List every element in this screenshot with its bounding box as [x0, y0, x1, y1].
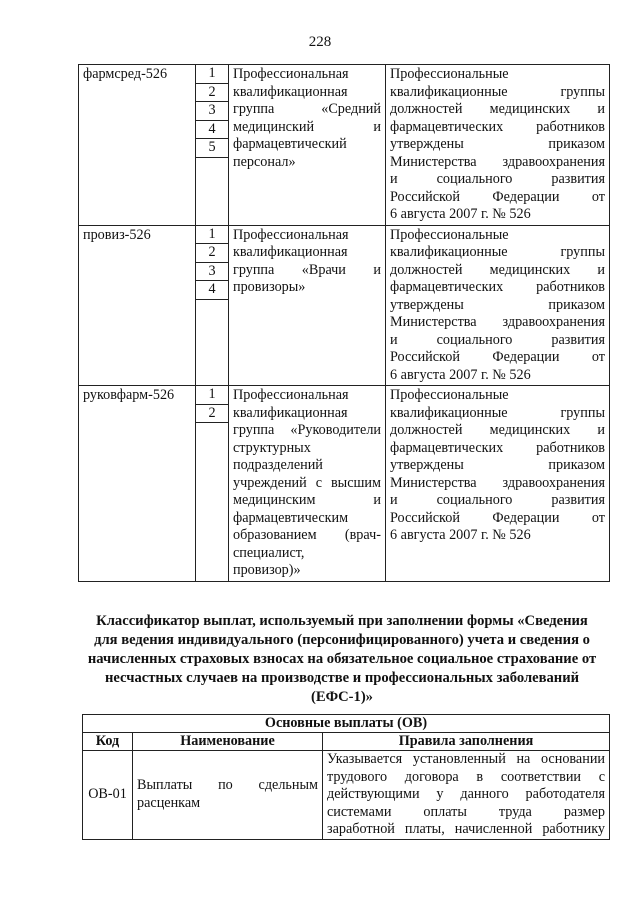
level-number: 4 [196, 281, 228, 300]
basis-line: квалификационные группы [390, 244, 605, 260]
rule-line: системами оплаты труда размер [327, 803, 606, 820]
level-number: 4 [196, 121, 228, 140]
group-line: группа «Врачи и [233, 261, 381, 278]
basis-line: Российской Федерации от [390, 188, 605, 205]
qualification-groups-table [78, 64, 610, 582]
legal-basis [386, 386, 610, 582]
group-line: специалист, [233, 544, 305, 561]
group-line: квалификационная [233, 83, 348, 100]
rule-line: трудового договора в соответствии с [327, 768, 606, 785]
position-code: руковфарм-526 [79, 386, 196, 582]
filling-rule [323, 751, 610, 840]
basis-line: должностей медицинских и [390, 101, 605, 117]
rule-line: Указывается установленный на основании [327, 751, 606, 767]
heading-line: начисленных страховых взносах на обязательное социальное страхование от [87, 651, 597, 667]
basis-line: Министерства здравоохранения [390, 474, 605, 491]
group-line: учреждений с высшим [233, 474, 381, 491]
basis-line: 6 августа 2007 г. № 526 [390, 206, 531, 222]
basis-line: должностей медицинских и [390, 261, 605, 278]
basis-line: утверждены приказом [390, 296, 605, 313]
basis-line: 6 августа 2007 г. № 526 [390, 527, 531, 543]
basis-line: Министерства здравоохранения [390, 153, 605, 170]
payment-name [133, 751, 323, 840]
legal-basis [386, 225, 610, 386]
group-line: квалификационная [233, 244, 348, 260]
level-number: 3 [196, 263, 228, 282]
level-number: 3 [196, 102, 228, 121]
group-line: фармацевтический [233, 136, 347, 152]
basis-line: квалификационные группы [390, 404, 605, 421]
basis-line: Российской Федерации от [390, 349, 605, 365]
position-code: провиз-526 [79, 225, 196, 386]
group-line: группа «Средний [233, 101, 381, 117]
group-line: Профессиональная [233, 226, 349, 243]
basis-line: Профессиональные [390, 387, 509, 403]
group-line: квалификационная [233, 404, 348, 421]
basis-line: утверждены приказом [390, 457, 605, 473]
level-number: 5 [196, 139, 228, 158]
payment-code: ОВ-01 [83, 751, 133, 840]
table-row [83, 751, 610, 840]
column-header: Наименование [133, 733, 323, 751]
level-numbers [196, 65, 229, 226]
level-number: 2 [196, 84, 228, 103]
basis-line: и социального развития [390, 492, 605, 508]
basis-line: фармацевтических работников [390, 279, 605, 295]
group-line: структурных [233, 439, 311, 456]
basis-line: Министерства здравоохранения [390, 314, 605, 330]
qualification-row [79, 386, 610, 582]
heading-line: несчастных случаев на производстве и профессиональных заболеваний [104, 670, 580, 686]
level-number: 1 [196, 226, 228, 245]
basis-line: должностей медицинских и [390, 422, 605, 438]
qualification-row [79, 225, 610, 386]
qualification-group [229, 65, 386, 226]
group-line: персонал» [233, 153, 296, 170]
group-line: Профессиональная [233, 387, 349, 403]
section-title: Основные выплаты (ОВ) [83, 715, 610, 733]
qualification-group [229, 225, 386, 386]
group-line: группа «Руководители [233, 422, 381, 438]
level-number: 1 [196, 65, 228, 84]
group-line: фармацевтическим [233, 509, 349, 526]
group-line: провизоры» [233, 279, 306, 295]
position-code: фармсред-526 [79, 65, 196, 226]
level-number: 1 [196, 386, 228, 405]
heading-line: для ведения индивидуального (персонифицированного) учета и сведения о [94, 632, 590, 648]
basis-line: и социального развития [390, 171, 605, 187]
heading-line: Классификатор выплат, используемый при заполнении формы «Сведения [96, 613, 588, 629]
legal-basis [386, 65, 610, 226]
level-number: 2 [196, 244, 228, 263]
heading-line: (ЕФС-1)» [311, 689, 373, 705]
group-line: подразделений [233, 457, 323, 473]
group-line: провизор)» [233, 562, 301, 578]
column-header: Правила заполнения [323, 733, 610, 751]
basis-line: 6 августа 2007 г. № 526 [390, 366, 531, 383]
column-header: Код [83, 733, 133, 751]
basis-line: Профессиональные [390, 66, 509, 82]
group-line: медицинский и [233, 118, 381, 135]
qualification-group [229, 386, 386, 582]
level-numbers [196, 225, 229, 386]
group-line: образованием (врач- [233, 527, 381, 543]
group-line: Профессиональная [233, 66, 349, 82]
group-line: медицинским и [233, 492, 381, 508]
basis-line: и социального развития [390, 331, 605, 348]
qualification-row [79, 65, 610, 226]
basis-line: Российской Федерации от [390, 509, 605, 526]
rule-line: действующими у данного работодателя [327, 786, 606, 802]
page-number: 228 [308, 34, 332, 50]
level-number: 2 [196, 405, 228, 424]
basis-line: Профессиональные [390, 226, 509, 243]
rule-line: заработной платы, начисленной работнику [327, 821, 606, 837]
basis-line: фармацевтических работников [390, 439, 605, 456]
basis-line: квалификационные группы [390, 83, 605, 100]
payment-name-line: Выплаты по сдельным [137, 777, 318, 794]
payments-classifier-table [82, 714, 610, 840]
payment-name-line: расценкам [137, 794, 201, 811]
basis-line: фармацевтических работников [390, 118, 605, 135]
basis-line: утверждены приказом [390, 136, 605, 152]
level-numbers [196, 386, 229, 582]
classifier-heading [72, 612, 612, 707]
